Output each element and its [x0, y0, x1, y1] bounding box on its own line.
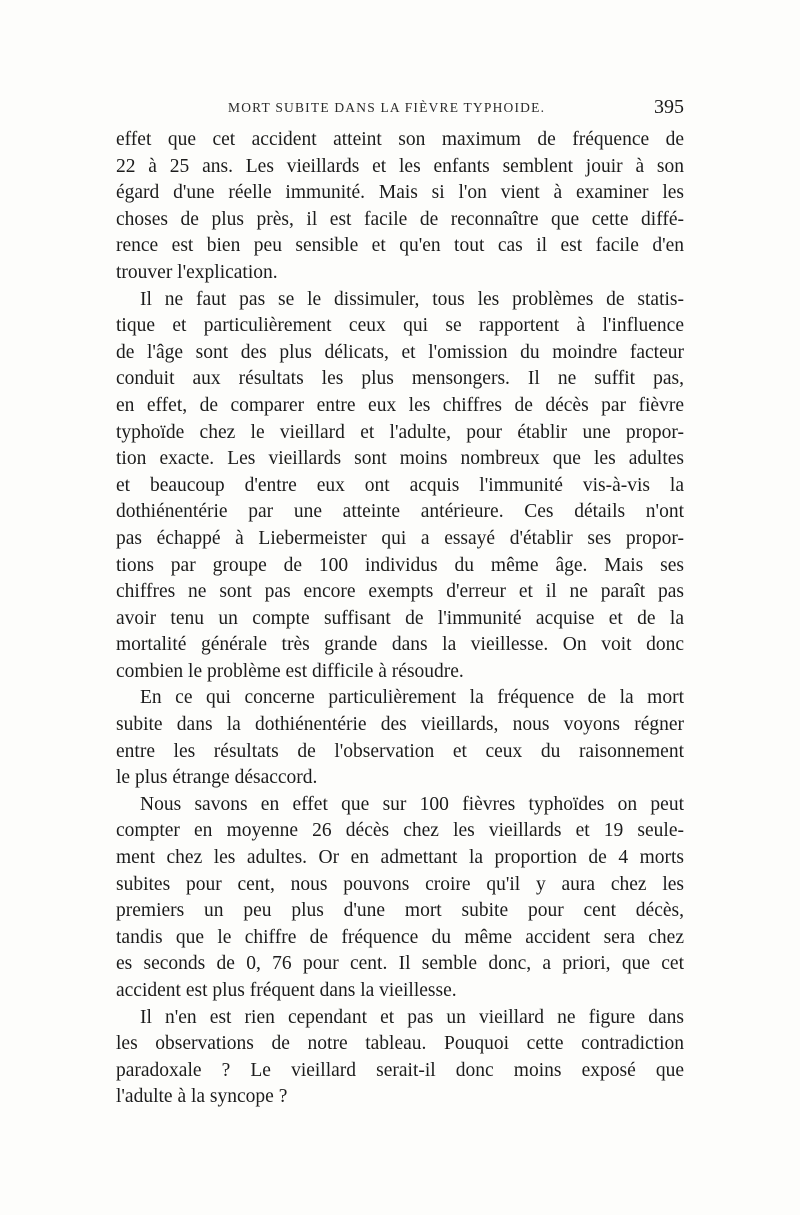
text-line: Il n'en est rien cependant et pas un vieillard ne figure dans	[140, 1006, 684, 1028]
text-line: dothiénentérie par une atteinte antérieure. Ces détails n'ont	[116, 501, 684, 523]
text-line: tique et particulièrement ceux qui se rapportent à l'influence	[116, 315, 684, 337]
text-line: de l'âge sont des plus délicats, et l'omission du moindre facteur	[116, 341, 684, 363]
text-line: tions par groupe de 100 individus du même âge. Mais ses	[116, 554, 684, 576]
text-line: compter en moyenne 26 décès chez les vieillards et 19 seule-	[116, 820, 684, 842]
text-line: en effet, de comparer entre eux les chiffres de décès par fièvre	[116, 394, 684, 416]
text-line: rence est bien peu sensible et qu'en tout cas il est facile d'en	[116, 235, 684, 257]
text-line: conduit aux résultats les plus mensongers. Il ne suffit pas,	[116, 368, 684, 390]
paragraph	[116, 287, 684, 686]
paragraph	[116, 792, 684, 1005]
text-line: ment chez les adultes. Or en admettant la proportion de 4 morts	[116, 847, 684, 869]
text-line: entre les résultats de l'observation et ceux du raisonnement	[116, 740, 684, 762]
text-line: trouver l'explication.	[116, 261, 278, 283]
text-line: es seconds de 0, 76 pour cent. Il semble donc, a priori, que cet	[116, 953, 684, 975]
text-line: l'adulte à la syncope ?	[116, 1086, 288, 1108]
text-line: paradoxale ? Le vieillard serait-il donc moins exposé que	[116, 1059, 684, 1081]
text-line: le plus étrange désaccord.	[116, 767, 318, 789]
text-line: 22 à 25 ans. Les vieillards et les enfants semblent jouir à son	[116, 155, 684, 177]
text-line: Nous savons en effet que sur 100 fièvres typhoïdes on peut	[140, 793, 684, 815]
text-line: mortalité générale très grande dans la vieillesse. On voit donc	[116, 634, 684, 656]
text-line: tandis que le chiffre de fréquence du même accident sera chez	[116, 926, 684, 948]
text-line: effet que cet accident atteint son maximum de fréquence de	[116, 129, 684, 150]
text-line: pas échappé à Liebermeister qui a essayé d'établir ses propor-	[116, 527, 684, 549]
paragraph	[116, 1005, 684, 1111]
paragraph	[116, 127, 684, 287]
text-line: avoir tenu un compte suffisant de l'immunité acquise et de la	[116, 607, 684, 629]
text-line: et beaucoup d'entre eux ont acquis l'immunité vis-à-vis la	[116, 474, 684, 496]
text-line: En ce qui concerne particulièrement la fréquence de la mort	[140, 687, 684, 709]
text-line: premiers un peu plus d'une mort subite pour cent décès,	[116, 900, 684, 922]
body-text	[116, 127, 684, 1111]
page-number: 395	[654, 96, 684, 118]
text-line: tion exacte. Les vieillards sont moins nombreux que les adultes	[116, 448, 684, 470]
text-line: subites pour cent, nous pouvons croire qu'il y aura chez les	[116, 873, 684, 895]
running-title: MORT SUBITE DANS LA FIÈVRE TYPHOIDE.	[228, 100, 546, 115]
text-line: accident est plus fréquent dans la vieillesse.	[116, 980, 457, 1001]
text-line: les observations de notre tableau. Pouquoi cette contradiction	[116, 1033, 684, 1055]
text-line: typhoïde chez le vieillard et l'adulte, pour établir une propor-	[116, 421, 684, 443]
text-line: choses de plus près, il est facile de reconnaître que cette diffé-	[116, 208, 684, 230]
running-head	[116, 96, 684, 122]
text-line: chiffres ne sont pas encore exempts d'erreur et il ne paraît pas	[116, 581, 684, 603]
text-line: égard d'une réelle immunité. Mais si l'on vient à examiner les	[116, 182, 684, 204]
text-line: subite dans la dothiénentérie des vieillards, nous voyons régner	[116, 714, 684, 736]
text-line: Il ne faut pas se le dissimuler, tous les problèmes de statis-	[140, 288, 684, 310]
paragraph	[116, 685, 684, 791]
text-line: combien le problème est difficile à résoudre.	[116, 660, 464, 682]
